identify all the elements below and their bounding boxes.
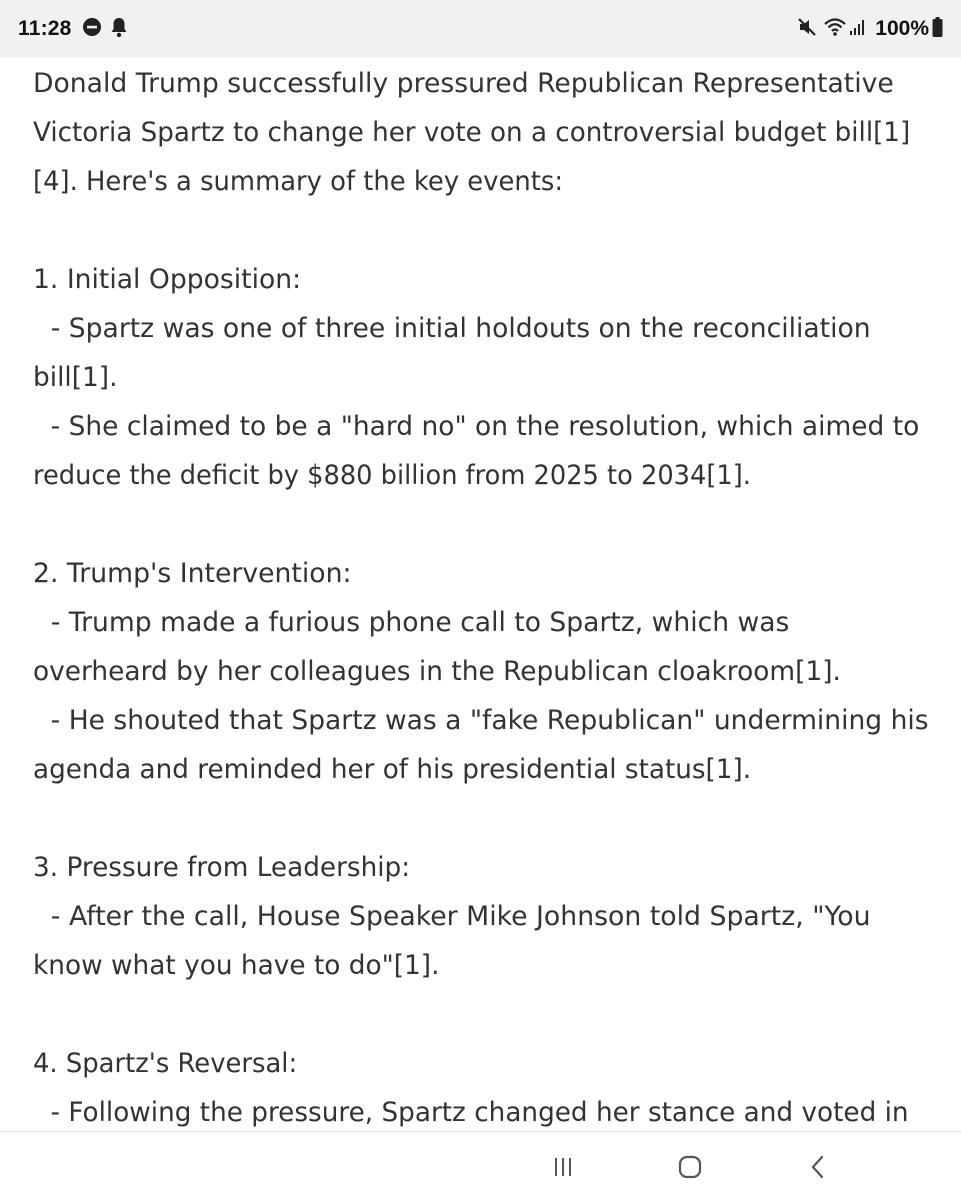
section-line: reduce the deficit by $880 billion from 2025 to 2034[1]. <box>33 460 751 491</box>
status-right <box>797 14 943 44</box>
status-left <box>18 14 128 44</box>
section-heading: 2. Trump's Intervention: <box>33 558 352 589</box>
home-icon <box>677 1154 703 1180</box>
section-heading: 3. Pressure from Leadership: <box>33 852 411 883</box>
wifi-icon <box>823 17 847 41</box>
signal-icon <box>849 18 865 40</box>
back-button[interactable] <box>798 1150 838 1184</box>
notification-bell-icon <box>110 16 128 42</box>
intro-line: [4]. Here's a summary of the key events: <box>33 166 564 197</box>
section-line: - Trump made a furious phone call to Spartz, which was <box>50 607 790 638</box>
section-line: - Spartz was one of three initial holdouts on the reconciliation <box>50 313 871 344</box>
status-bar <box>0 0 961 58</box>
battery-percentage: 100% <box>875 17 929 40</box>
section-heading: 1. Initial Opposition: <box>33 264 302 295</box>
section-heading: 4. Spartz's Reversal: <box>33 1048 298 1079</box>
section-line: agenda and reminded her of his presidential status[1]. <box>33 754 752 785</box>
back-icon <box>806 1154 830 1180</box>
battery-icon <box>932 17 943 41</box>
section-line: - After the call, House Speaker Mike Johnson told Spartz, "You <box>50 901 871 932</box>
intro-line: Victoria Spartz to change her vote on a controversial budget bill[1] <box>33 117 911 148</box>
do-not-disturb-icon <box>82 17 102 41</box>
section-line: bill[1]. <box>33 362 118 393</box>
status-time: 11:28 <box>18 17 72 40</box>
section-line: - He shouted that Spartz was a "fake Republican" undermining his <box>50 705 929 736</box>
navigation-bar <box>0 1131 961 1200</box>
section-line: - She claimed to be a "hard no" on the resolution, which aimed to <box>50 411 920 442</box>
recent-apps-button[interactable] <box>543 1150 583 1184</box>
section-line: know what you have to do"[1]. <box>33 950 440 981</box>
section-line: - Following the pressure, Spartz changed her stance and voted in <box>50 1097 909 1128</box>
intro-line: Donald Trump successfully pressured Republican Representative <box>33 68 894 99</box>
mute-icon <box>797 17 817 41</box>
section-line: overheard by her colleagues in the Republican cloakroom[1]. <box>33 656 841 687</box>
recent-apps-icon <box>551 1155 575 1179</box>
home-button[interactable] <box>670 1150 710 1184</box>
